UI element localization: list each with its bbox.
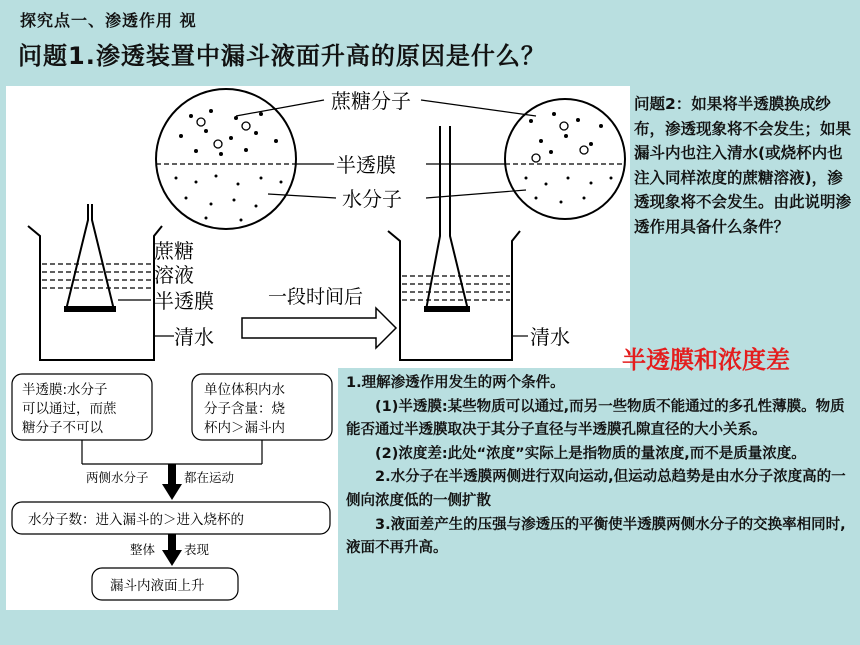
flow-arrow1-right: 都在运动: [184, 470, 235, 485]
label-water-right: 清水: [530, 325, 570, 349]
right-membrane: [424, 306, 470, 312]
label-sucrose: 蔗糖: [154, 239, 194, 263]
flow-arrow1-left: 两侧水分子: [86, 470, 149, 485]
label-membrane-left: 半透膜: [154, 289, 214, 313]
right-funnel: [426, 126, 468, 310]
flow-box-middle-text: 水分子数：进入漏斗的＞进入烧杯的: [28, 512, 244, 528]
notes-block: [346, 372, 846, 561]
flow-box-left-line2: 可以通过，而蔗: [22, 401, 117, 417]
flowchart: [6, 368, 338, 610]
time-arrow: [242, 308, 396, 348]
question-1: 问题1.渗透装置中漏斗液面升高的原因是什么？: [18, 42, 546, 70]
note-2: 2.水分子在半透膜两侧进行双向运动,但运动总趋势是由水分子浓度高的一侧向浓度低的一侧扩散: [346, 469, 846, 509]
question-2: 问题2：如果将半透膜换成纱布，渗透现象将不会发生；如果漏斗内也注入清水(或烧杯内也注入同样浓度的蔗糖溶液)，渗透现象将不会发生。由此说明渗透作用具备什么条件？: [634, 95, 852, 236]
flow-box-left-line3: 糖分子不可以: [22, 420, 103, 436]
label-membrane-top: 半透膜: [336, 153, 396, 177]
flow-box-bottom-text: 漏斗内液面上升: [110, 578, 205, 594]
magnified-view-right: [505, 99, 625, 219]
left-beaker: [28, 226, 162, 360]
note-1b: (2)浓度差:此处“浓度”实际上是指物质的量浓度,而不是质量浓度。: [375, 445, 806, 462]
label-water-molecule: 水分子: [342, 187, 402, 211]
flow-box-left-line1: 半透膜:水分子: [22, 382, 108, 398]
note-1a: (1)半透膜:某些物质可以通过,而另一些物质不能通过的多孔性薄膜。物质能否通过半透膜取决于其分子直径与半透膜孔隙直径的大小关系。: [346, 398, 845, 439]
answer-text: 半透膜和浓度差: [622, 346, 790, 374]
label-after-time: 一段时间后: [268, 286, 364, 308]
label-sucrose-molecule: 蔗糖分子: [331, 89, 411, 113]
label-solution: 溶液: [154, 263, 194, 287]
note-1: 1.理解渗透作用发生的两个条件。: [346, 375, 565, 391]
label-water-left: 清水: [174, 325, 214, 349]
section-title: 探究点一、渗透作用 视: [20, 11, 197, 30]
flow-box-right-line3: 杯内＞漏斗内: [204, 420, 285, 436]
osmosis-diagram: [6, 86, 630, 368]
flow-arrow2-left: 整体: [130, 542, 156, 557]
left-membrane: [64, 306, 116, 312]
flow-box-right-line2: 分子含量：烧: [204, 401, 285, 417]
left-funnel: [66, 204, 114, 310]
flow-arrow2-right: 表现: [184, 542, 210, 557]
magnified-view-left: [156, 89, 296, 229]
note-3: 3.液面差产生的压强与渗透压的平衡使半透膜两侧水分子的交换率相同时,液面不再升高。: [346, 516, 846, 557]
flow-box-right-line1: 单位体积内水: [204, 382, 285, 398]
